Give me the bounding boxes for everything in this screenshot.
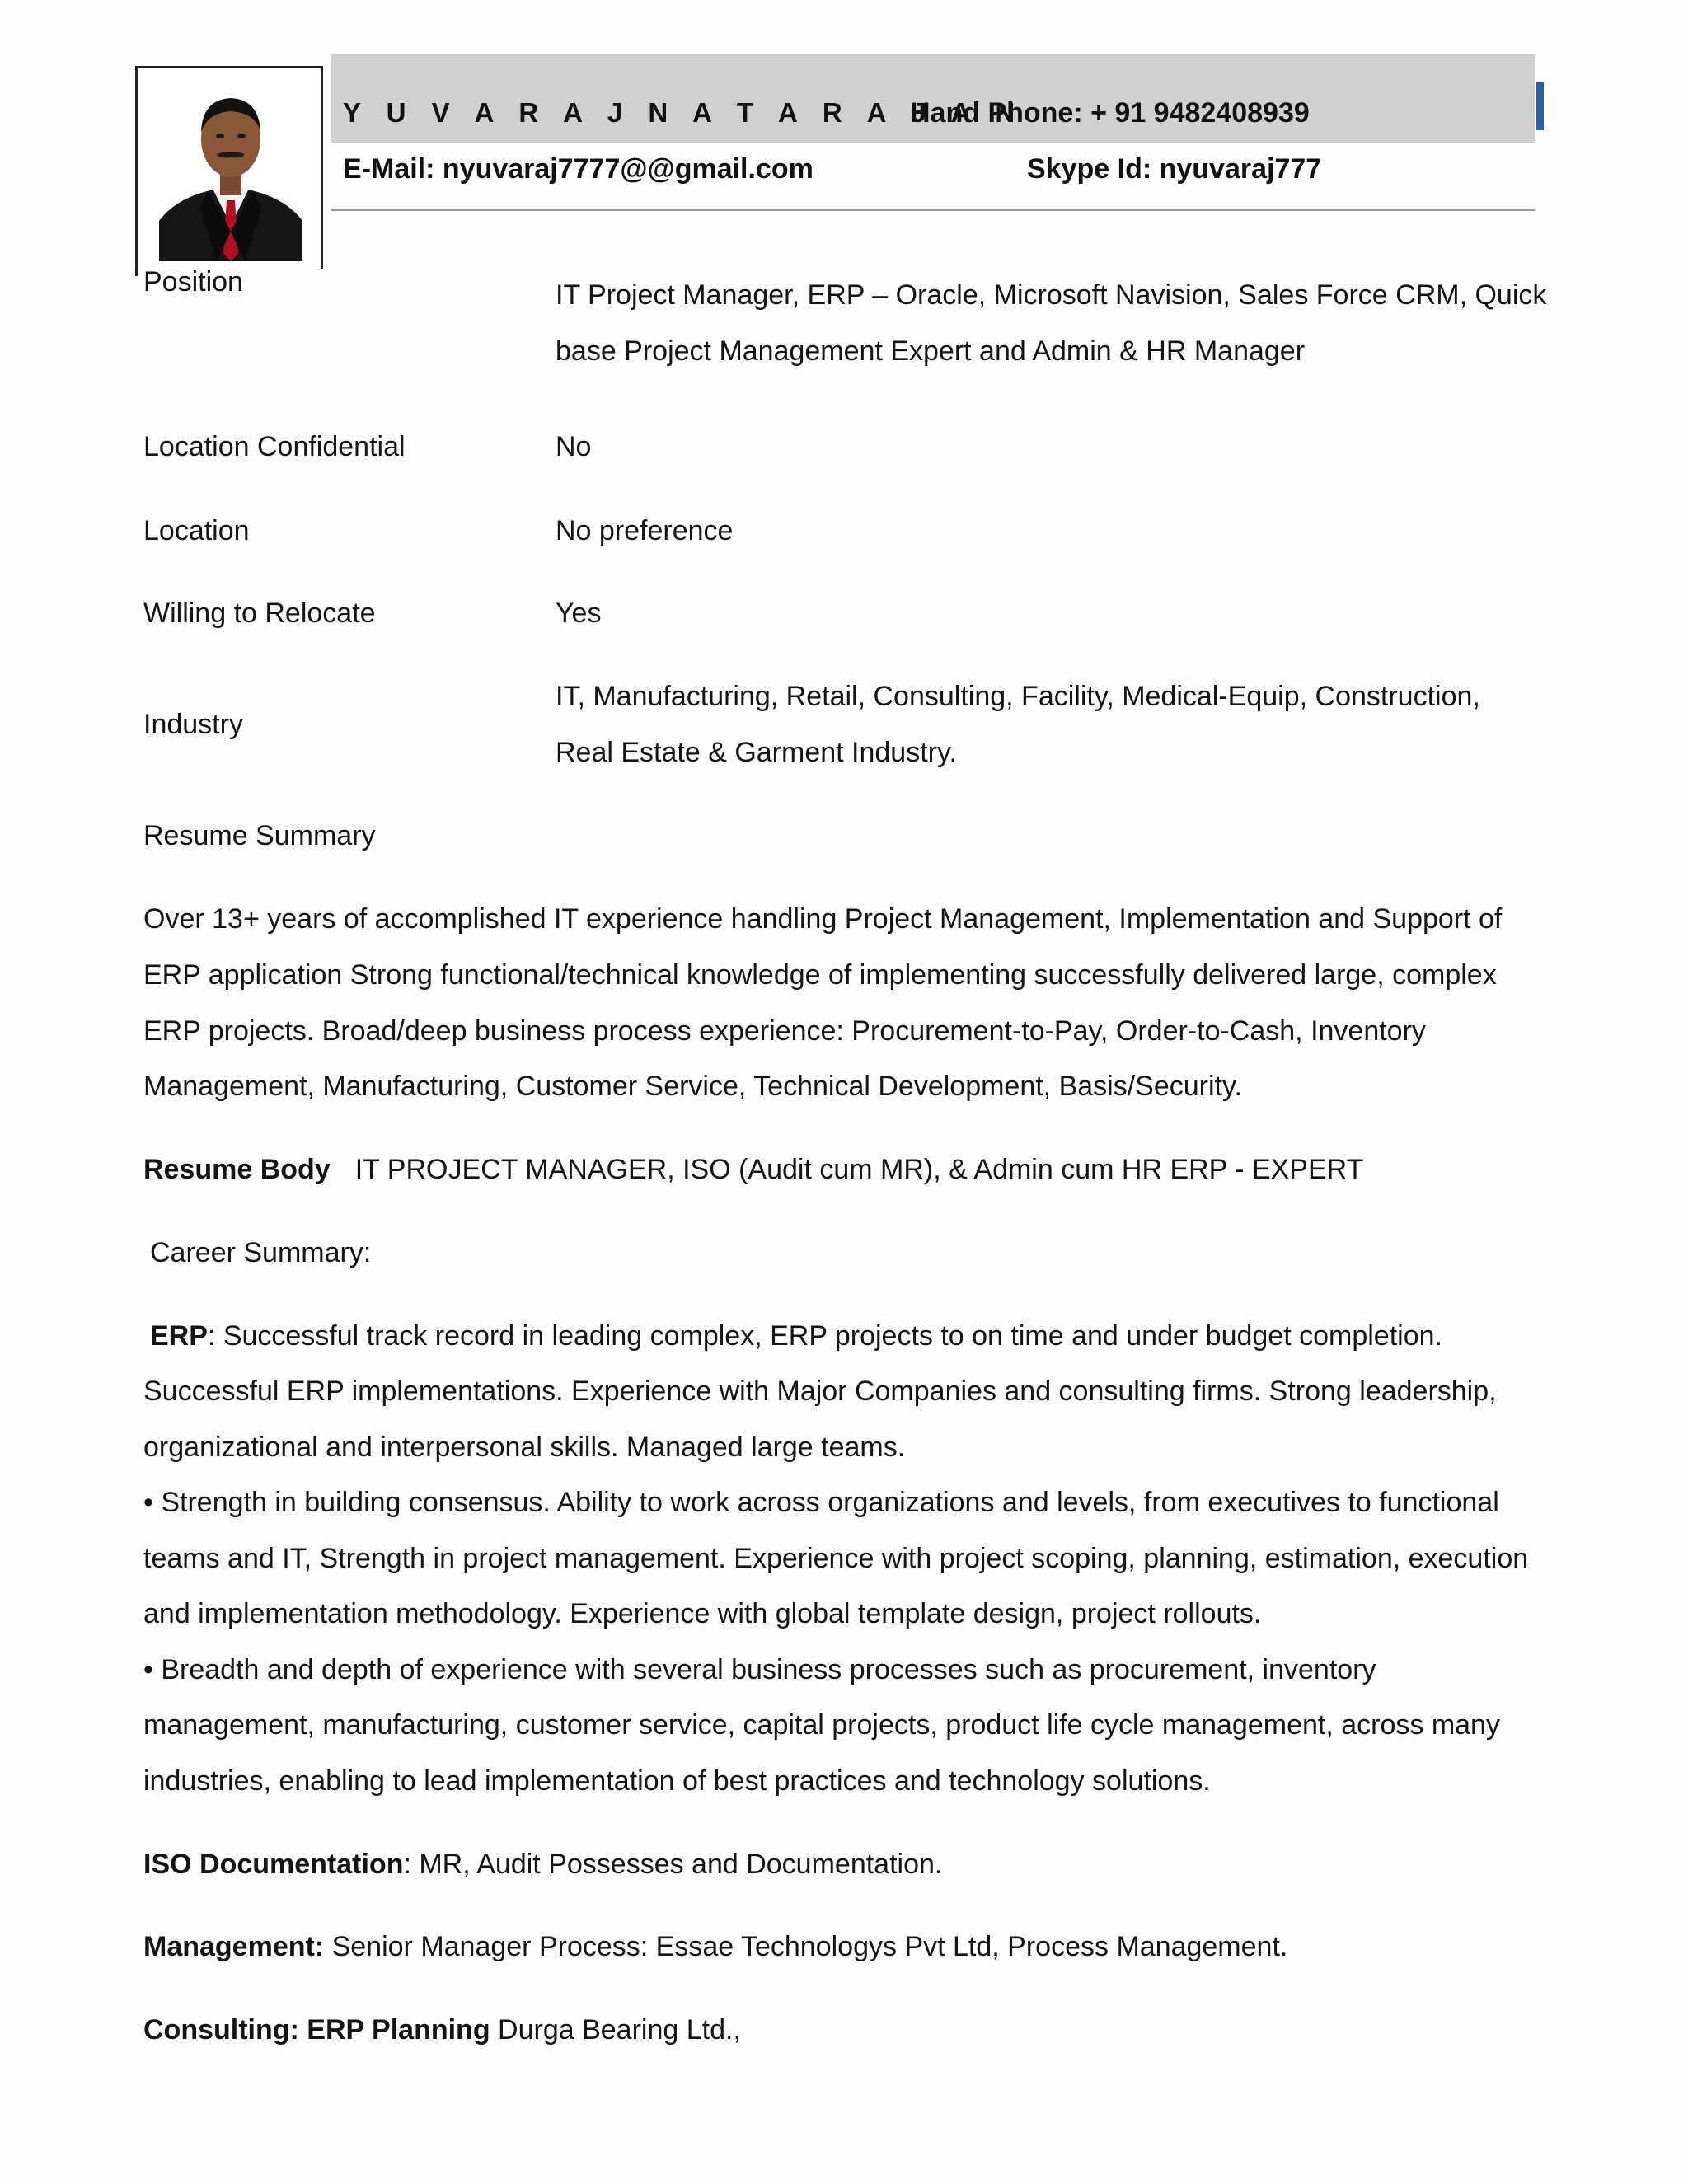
career-line: • Strength in building consensus. Ability to work across organizations and levels, from executives to functional bbox=[143, 1487, 1499, 1518]
resume-body-title: IT PROJECT MANAGER, ISO (Audit cum MR), & Admin cum HR ERP - EXPERT bbox=[354, 1154, 1364, 1185]
skype-id: Skype Id: nyuvaraj777 bbox=[1027, 153, 1322, 185]
position-label: Position bbox=[143, 266, 243, 298]
career-line: and implementation methodology. Experience with global template design, project rollouts. bbox=[143, 1598, 1262, 1629]
email-address[interactable]: E-Mail: nyuvaraj7777@@gmail.com bbox=[343, 153, 814, 185]
industry-value-line2: Real Estate & Garment Industry. bbox=[556, 737, 957, 768]
erp-text: : Successful track record in leading complex, ERP projects to on time and under budget completion. bbox=[207, 1320, 1442, 1352]
summary-line: ERP projects. Broad/deep business process experience: Procurement-to-Pay, Order-to-Cash, Inventory bbox=[143, 1015, 1426, 1047]
career-summary-heading: Career Summary: bbox=[150, 1237, 372, 1268]
management-text: Senior Manager Process: Essae Technologys Pvt Ltd, Process Management. bbox=[324, 1931, 1288, 1962]
summary-line: ERP application Strong functional/technical knowledge of implementing successfully delivered large, complex bbox=[143, 959, 1497, 991]
iso-label: ISO Documentation bbox=[143, 1849, 404, 1880]
consulting-text: Durga Bearing Ltd., bbox=[490, 2014, 741, 2046]
consulting-label: Consulting: ERP Planning bbox=[143, 2014, 490, 2046]
header-divider bbox=[331, 209, 1535, 211]
resume-summary-heading: Resume Summary bbox=[143, 820, 376, 851]
iso-line bbox=[143, 1836, 942, 1892]
candidate-name: Y U V A R A J N A T A R A J A N bbox=[343, 97, 1025, 128]
career-line: industries, enabling to lead implementation of best practices and technology solutions. bbox=[143, 1765, 1211, 1797]
location-confidential-label: Location Confidential bbox=[143, 431, 406, 462]
consulting-line bbox=[143, 2002, 741, 2058]
phone-number: Hand Phone: + 91 9482408939 bbox=[910, 97, 1310, 129]
iso-text: : MR, Audit Possesses and Documentation. bbox=[403, 1849, 943, 1880]
career-line: management, manufacturing, customer service, capital projects, product life cycle management, across many bbox=[143, 1709, 1500, 1741]
profile-photo bbox=[159, 85, 302, 261]
header-accent-bar bbox=[1536, 82, 1544, 130]
location-value: No preference bbox=[556, 515, 734, 546]
location-label: Location bbox=[143, 515, 250, 546]
position-value-line2: base Project Management Expert and Admin & HR Manager bbox=[556, 335, 1306, 367]
management-line bbox=[143, 1919, 1287, 1975]
profile-photo-frame bbox=[135, 66, 323, 269]
career-line: • Breadth and depth of experience with several business processes such as procurement, inventory bbox=[143, 1654, 1376, 1685]
industry-label: Industry bbox=[143, 709, 243, 740]
industry-value-line1: IT, Manufacturing, Retail, Consulting, Facility, Medical-Equip, Construction, bbox=[556, 681, 1480, 712]
management-label: Management: bbox=[143, 1931, 325, 1962]
erp-line bbox=[150, 1308, 1442, 1364]
summary-line: Management, Manufacturing, Customer Service, Technical Development, Basis/Security. bbox=[143, 1071, 1242, 1102]
resume-body-label: Resume Body bbox=[143, 1154, 331, 1185]
career-line: Successful ERP implementations. Experience with Major Companies and consulting firms. Strong leadership, bbox=[143, 1376, 1497, 1407]
erp-label: ERP bbox=[150, 1320, 208, 1352]
career-line: teams and IT, Strength in project management. Experience with project scoping, planning, estimation, execution bbox=[143, 1543, 1529, 1574]
position-value-line1: IT Project Manager, ERP – Oracle, Microsoft Navision, Sales Force CRM, Quick bbox=[556, 279, 1547, 311]
career-line: organizational and interpersonal skills. Managed large teams. bbox=[143, 1432, 906, 1463]
relocate-value: Yes bbox=[556, 598, 602, 629]
relocate-label: Willing to Relocate bbox=[143, 598, 376, 629]
resume-body-line bbox=[143, 1141, 1363, 1197]
summary-line: Over 13+ years of accomplished IT experience handling Project Management, Implementation and Support of bbox=[143, 903, 1503, 935]
location-confidential-value: No bbox=[556, 431, 592, 462]
